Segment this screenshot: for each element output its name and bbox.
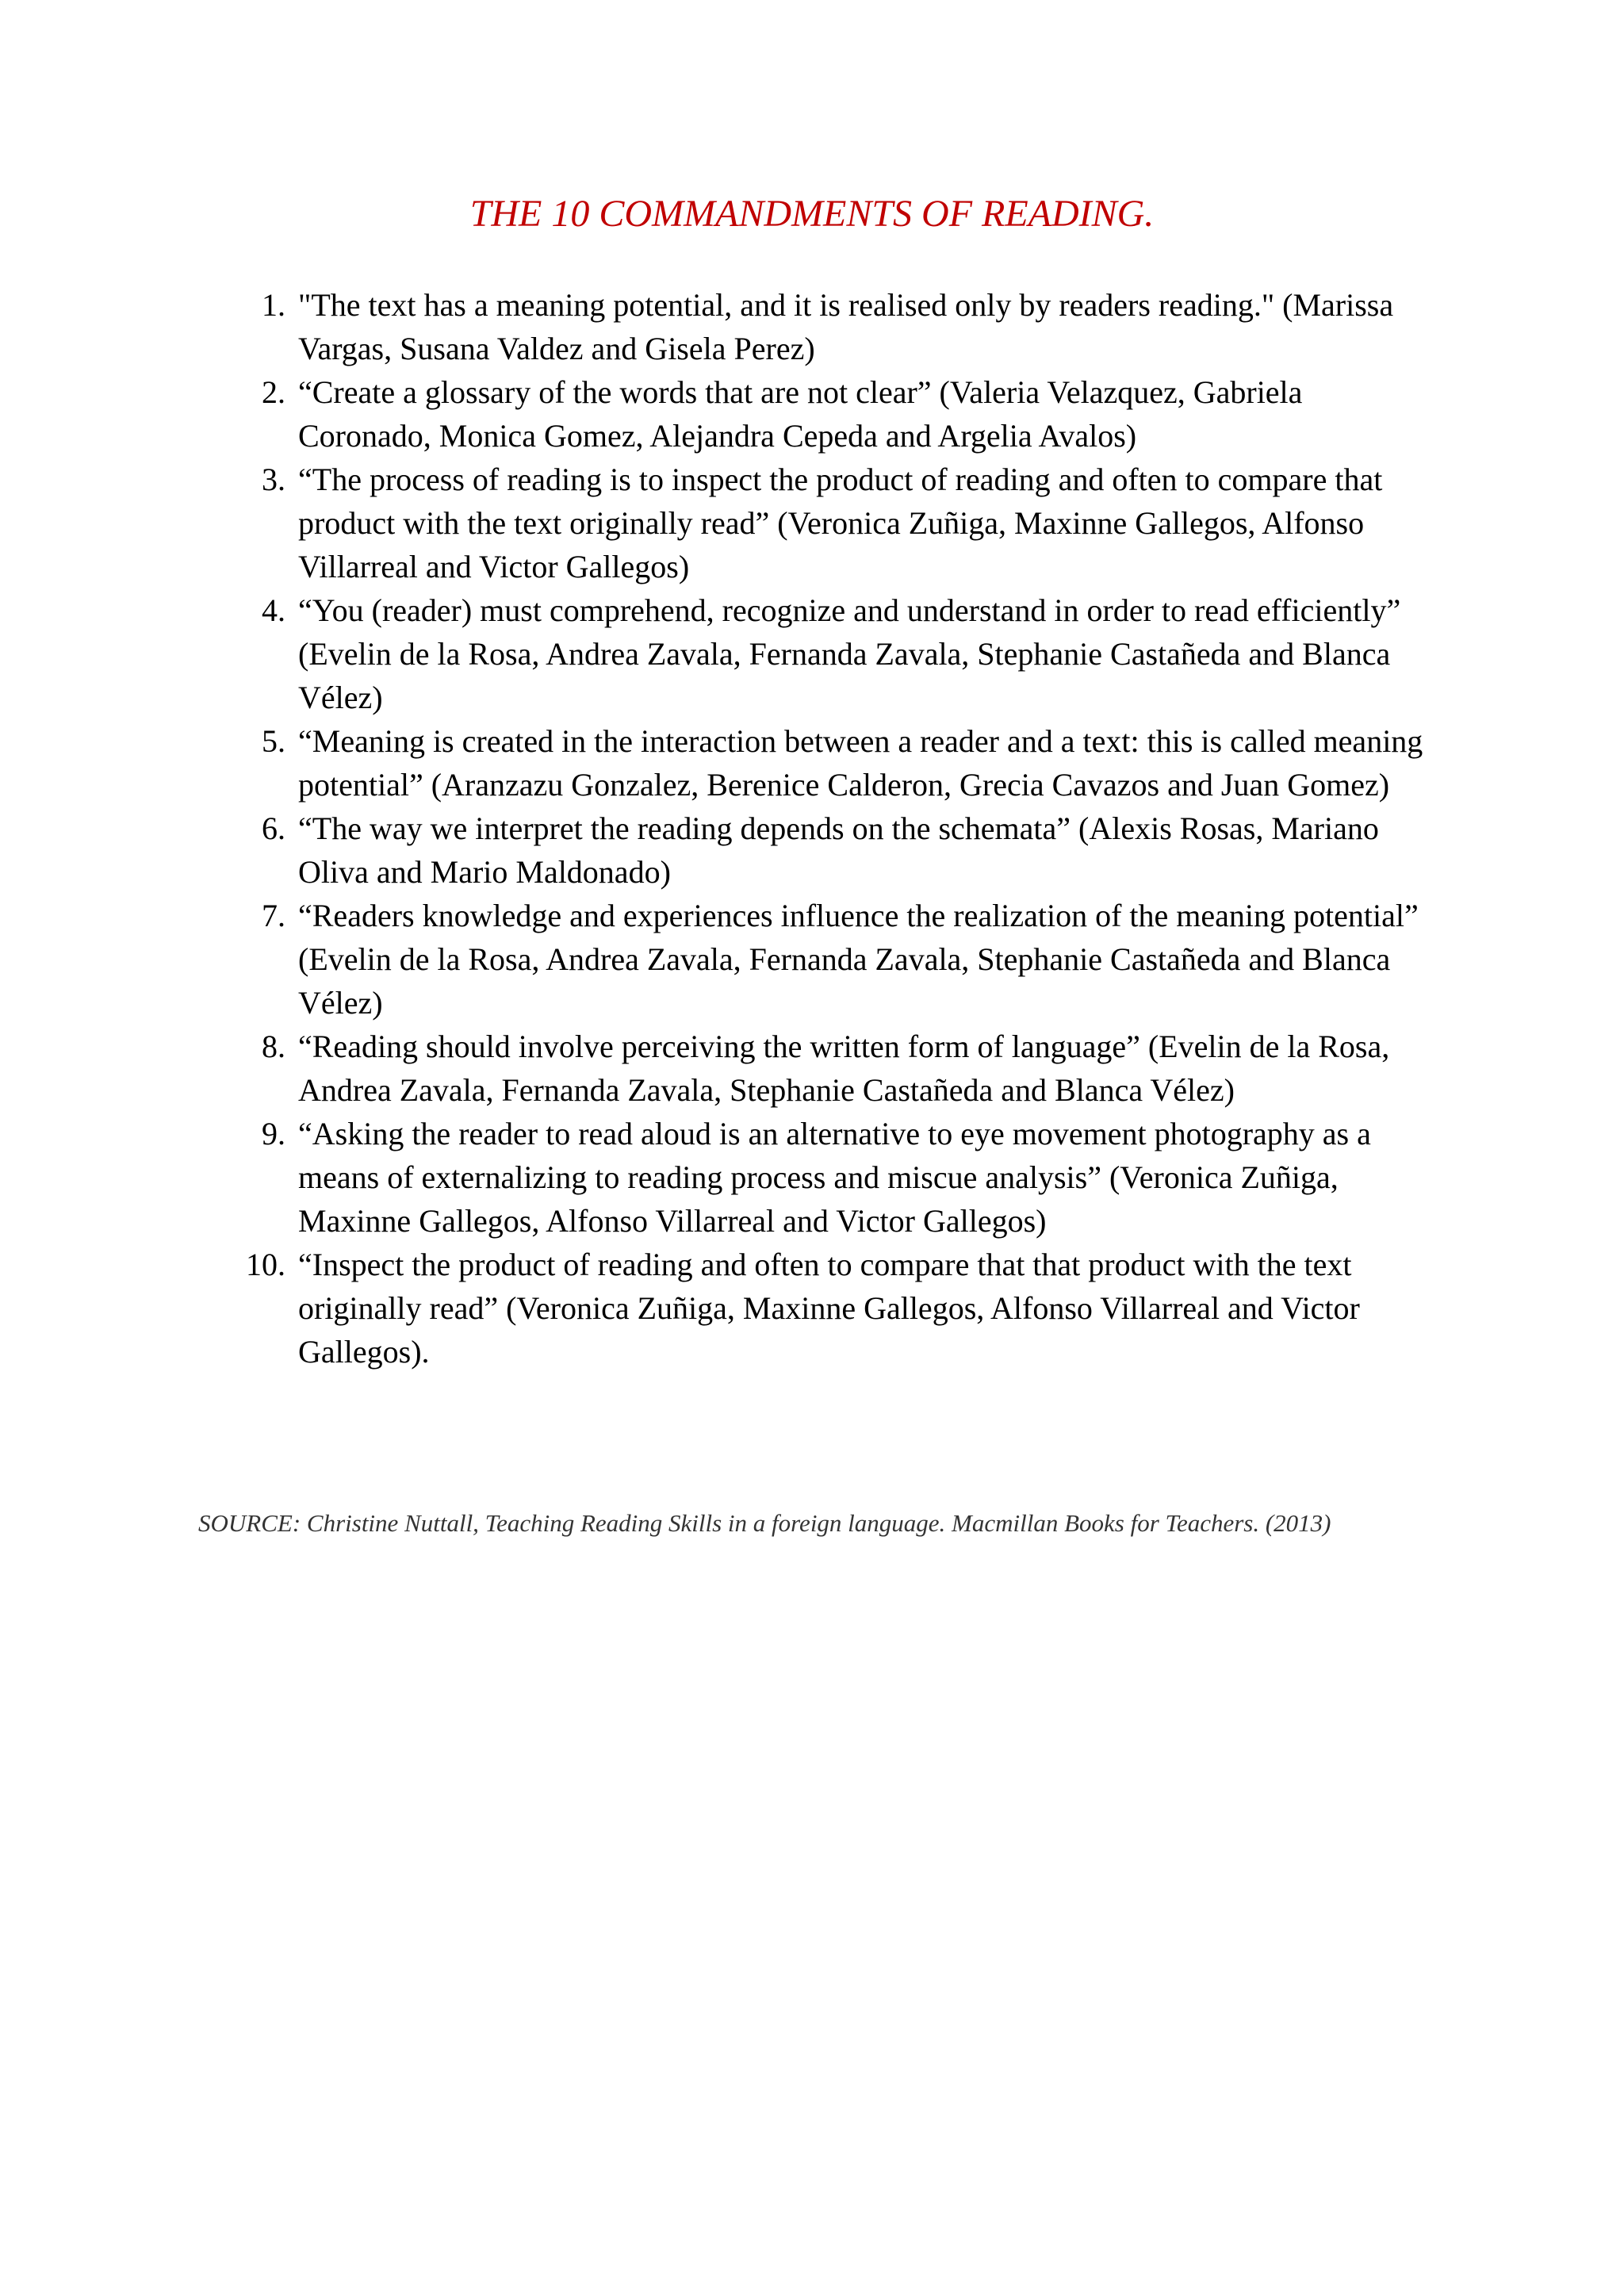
commandments-list [238,283,1443,1374]
document-title: THE 10 COMMANDMENTS OF READING. [469,193,1155,235]
item-number: 5. [262,723,285,759]
list-item [238,588,1443,719]
item-number: 10. [246,1247,285,1282]
list-item [238,894,1443,1025]
item-text: “You (reader) must comprehend, recognize and understand in order to read efficiently” (Evelin de la Rosa, Andrea Zavala, Fernanda Zavala, Stephanie Castañeda and Blanca Vélez) [298,592,1401,715]
item-text: “The way we interpret the reading depends on the schemata” (Alexis Rosas, Mariano Oliva and Mario Maldonado) [298,810,1379,890]
item-text: “Readers knowledge and experiences influence the realization of the meaning potential” (Evelin de la Rosa, Andrea Zavala, Fernanda Zavala, Stephanie Castañeda and Blanca Vélez) [298,898,1419,1021]
item-number: 1. [262,287,285,323]
list-item [238,1243,1443,1374]
item-number: 9. [262,1116,285,1151]
item-number: 6. [262,810,285,846]
list-item [238,458,1443,588]
item-number: 4. [262,592,285,628]
item-number: 2. [262,374,285,410]
item-number: 8. [262,1029,285,1064]
list-item [238,1112,1443,1243]
item-text: “Reading should involve perceiving the written form of language” (Evelin de la Rosa, Andrea Zavala, Fernanda Zavala, Stephanie Castañeda and Blanca Vélez) [298,1029,1390,1108]
item-number: 3. [262,462,285,497]
list-item [238,1025,1443,1112]
list-item [238,807,1443,894]
item-number: 7. [262,898,285,933]
item-text: “The process of reading is to inspect the product of reading and often to compare that product with the text originally read” (Veronica Zuñiga, Maxinne Gallegos, Alfonso Villarreal and Victor Gallegos) [298,462,1383,584]
item-text: “Meaning is created in the interaction between a reader and a text: this is called meaning potential” (Aranzazu Gonzalez, Berenice Calderon, Grecia Cavazos and Juan Gomez) [298,723,1423,803]
item-text: "The text has a meaning potential, and it is realised only by readers reading." (Marissa Vargas, Susana Valdez and Gisela Perez) [298,287,1394,366]
list-item [238,283,1443,370]
item-text: “Create a glossary of the words that are not clear” (Valeria Velazquez, Gabriela Coronado, Monica Gomez, Alejandra Cepeda and Argelia Avalos) [298,374,1303,454]
source-citation: SOURCE: Christine Nuttall, Teaching Reading Skills in a foreign language. Macmillan Books for Teachers. (2013) [198,1509,1331,1537]
list-item [238,719,1443,807]
item-text: “Inspect the product of reading and often to compare that that product with the text originally read” (Veronica Zuñiga, Maxinne Gallegos, Alfonso Villarreal and Victor Gallegos). [298,1247,1360,1370]
list-item [238,370,1443,458]
item-text: “Asking the reader to read aloud is an alternative to eye movement photography as a means of externalizing to reading process and miscue analysis” (Veronica Zuñiga, Maxinne Gallegos, Alfonso Villarreal and Victor Gallegos) [298,1116,1371,1239]
